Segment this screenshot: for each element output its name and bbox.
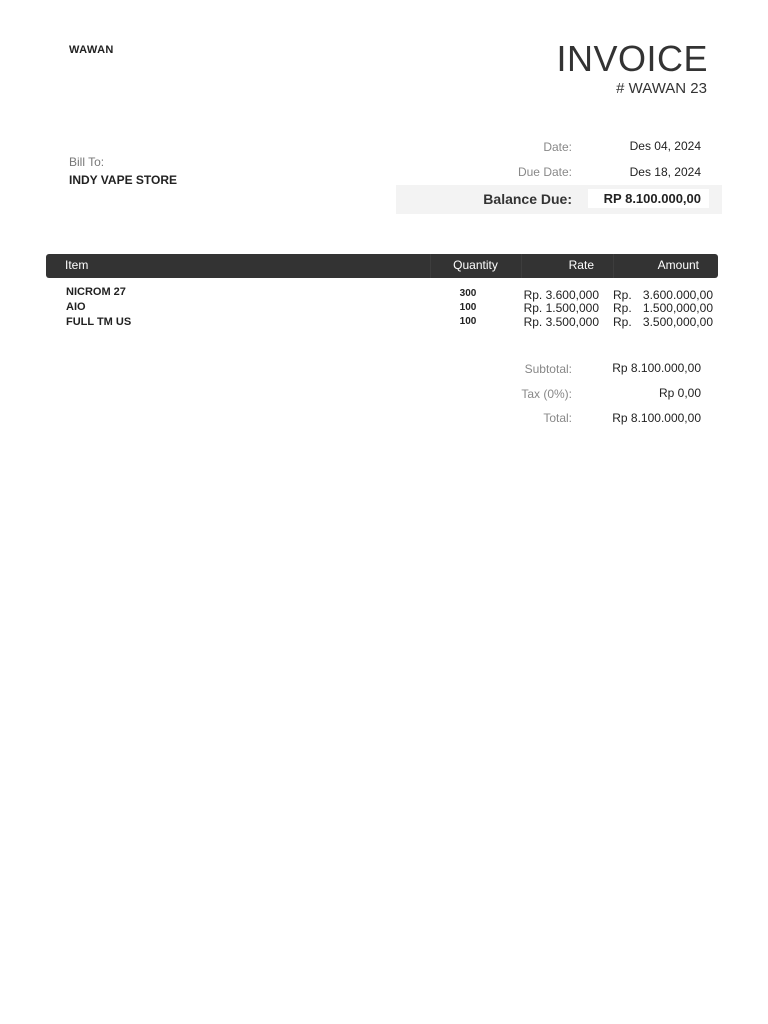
- company-name: WAWAN: [69, 44, 114, 56]
- invoice-number: # WAWAN 23: [616, 80, 707, 97]
- items-table-header: [46, 254, 718, 278]
- item-rate: Rp. 1.500,000: [523, 301, 599, 315]
- bill-to-label: Bill To:: [69, 155, 105, 169]
- item-amount-value: 3.600.000,00: [642, 288, 713, 302]
- tax-label: Tax (0%):: [521, 387, 572, 401]
- item-amount-value: 1.500,000,00: [642, 301, 713, 315]
- header-divider: [613, 254, 614, 278]
- item-amount-value: 3.500,000,00: [642, 315, 713, 329]
- total-label: Total:: [543, 411, 572, 425]
- invoice-title: INVOICE: [556, 38, 708, 79]
- date-value: Des 04, 2024: [629, 139, 701, 153]
- column-header-item: Item: [65, 258, 89, 272]
- total-value: Rp 8.100.000,00: [612, 411, 701, 425]
- tax-value: Rp 0,00: [658, 386, 701, 400]
- item-rate: Rp. 3.500,000: [523, 315, 599, 329]
- item-quantity: 100: [459, 302, 477, 313]
- due-date-value: Des 18, 2024: [629, 165, 701, 179]
- bill-to-name: INDY VAPE STORE: [69, 173, 178, 187]
- item-quantity: 300: [459, 288, 477, 299]
- item-quantity: 100: [459, 316, 477, 327]
- item-amount-currency: Rp.: [613, 315, 632, 329]
- header-divider: [521, 254, 522, 278]
- column-header-rate: Rate: [568, 258, 594, 272]
- item-rate: Rp. 3.600,000: [523, 288, 599, 302]
- subtotal-value: Rp 8.100.000,00: [612, 361, 701, 375]
- item-name: AIO: [66, 301, 86, 313]
- balance-due-value: RP 8.100.000,00: [603, 191, 701, 206]
- date-label: Date:: [543, 140, 572, 154]
- column-header-quantity: Quantity: [453, 258, 498, 272]
- column-header-amount: Amount: [657, 258, 699, 272]
- item-amount-currency: Rp.: [613, 288, 632, 302]
- item-name: FULL TM US: [66, 316, 132, 328]
- subtotal-label: Subtotal:: [524, 362, 572, 376]
- item-amount-currency: Rp.: [613, 301, 632, 315]
- item-name: NICROM 27: [66, 286, 126, 298]
- due-date-label: Due Date:: [517, 165, 572, 179]
- balance-due-label: Balance Due:: [483, 191, 572, 207]
